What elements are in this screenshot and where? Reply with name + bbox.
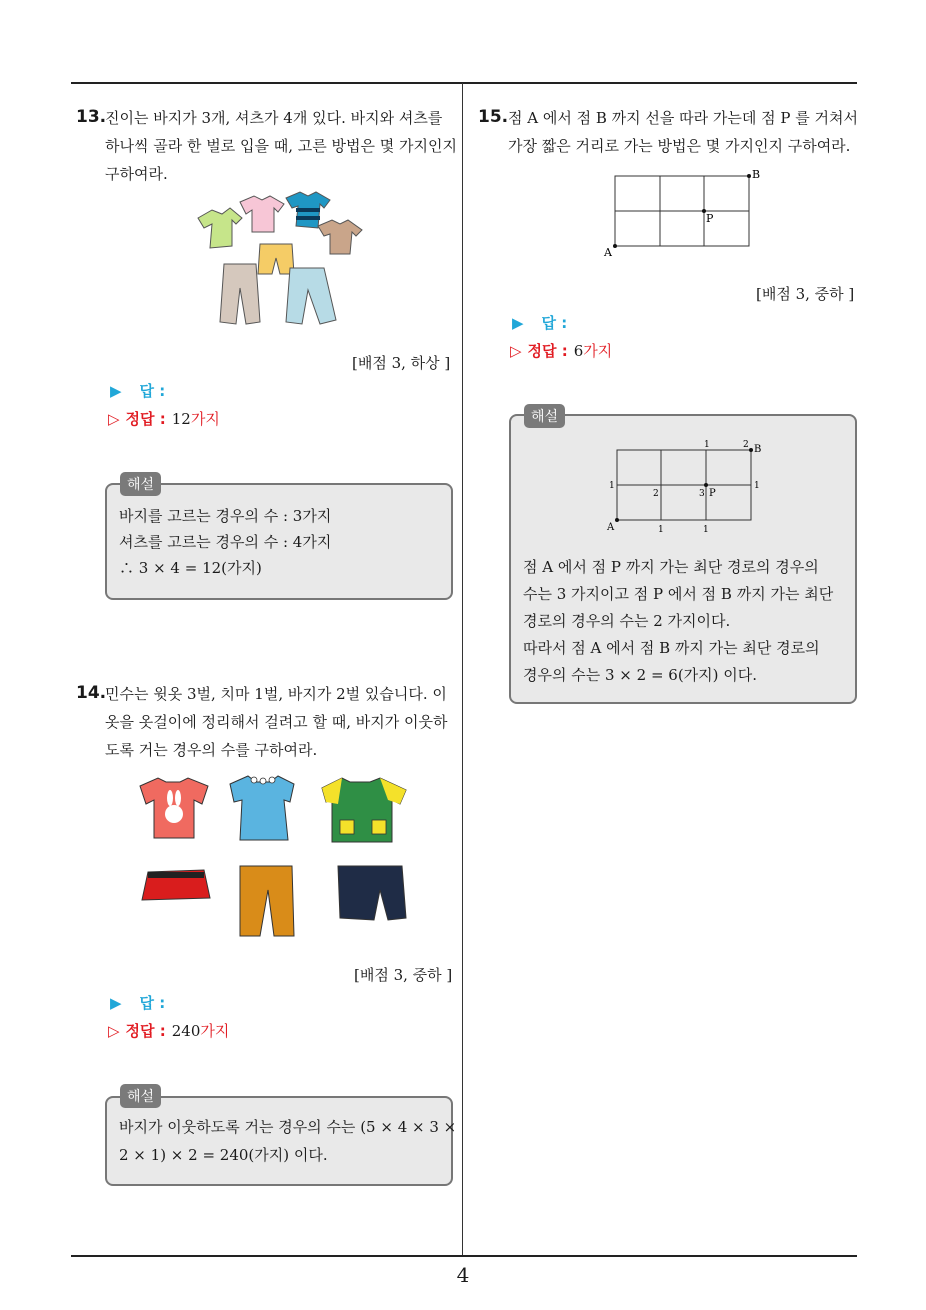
solution-label: 정답 : — [125, 1022, 166, 1040]
solution-value: 240 — [171, 1022, 201, 1040]
path-count: 3 — [699, 489, 705, 499]
answer-row — [110, 380, 165, 401]
grid-diagram — [603, 438, 773, 538]
solution-unit: 가지 — [583, 342, 613, 360]
play-icon: ▶ — [512, 314, 524, 332]
solution-label: 정답 : — [527, 342, 568, 360]
triangle-outline-icon: ▷ — [108, 410, 120, 428]
path-count: 2 — [653, 489, 659, 499]
problem-text — [105, 680, 447, 764]
problem-line: 점 A 에서 점 B 까지 선을 따라 가는데 점 P 를 거쳐서 — [508, 109, 858, 127]
explanation-line: 바지를 고르는 경우의 수 : 3가지 — [119, 507, 332, 525]
problem-number: 13. — [76, 107, 107, 127]
problem-line: 민수는 윗옷 3벌, 치마 1벌, 바지가 2벌 있습니다. 이 — [105, 685, 447, 703]
explanation-line: 경로의 경우의 수는 2 가지이다. — [523, 612, 731, 630]
problem-text — [508, 104, 858, 160]
solution-row — [108, 1020, 229, 1041]
solution-row — [108, 408, 220, 429]
play-icon: ▶ — [110, 382, 122, 400]
play-icon: ▶ — [110, 994, 122, 1012]
explanation-line: 점 A 에서 점 P 까지 가는 최단 경로의 경우의 — [523, 558, 819, 576]
solution-row — [510, 340, 612, 361]
explanation-line: 바지가 이웃하도록 거는 경우의 수는 (5 × 4 × 3 × — [119, 1118, 457, 1136]
explanation-line: 수는 3 가지이고 점 P 에서 점 B 까지 가는 최단 — [523, 585, 834, 603]
problem-line: 구하여라. — [105, 165, 168, 183]
explanation-line: 경우의 수는 3 × 2 = 6(가지) 이다. — [523, 666, 758, 684]
path-count: 1 — [703, 525, 709, 535]
point-p-label: P — [709, 488, 716, 499]
solution-label: 정답 : — [125, 410, 166, 428]
solution-value: 12 — [171, 410, 191, 428]
top-rule — [71, 82, 857, 84]
point-p-label: P — [706, 212, 714, 225]
problem-text — [105, 104, 457, 188]
score-label: [배점 3, 중하 ] — [756, 285, 855, 303]
path-count: 1 — [704, 440, 710, 450]
explanation-line: 따라서 점 A 에서 점 B 까지 가는 최단 경로의 — [523, 639, 820, 657]
point-b-label: B — [754, 444, 762, 455]
point-a-label: A — [604, 246, 612, 259]
score-label: [배점 3, 중하 ] — [354, 966, 453, 984]
solution-unit: 가지 — [200, 1022, 230, 1040]
score-label: [배점 3, 하상 ] — [352, 354, 451, 372]
answer-label: 답 : — [139, 994, 166, 1012]
problem-line: 하나씩 골라 한 벌로 입을 때, 고른 방법은 몇 가지인지 — [105, 137, 457, 155]
answer-label: 답 : — [139, 382, 166, 400]
grid-diagram — [600, 164, 772, 260]
problem-number: 15. — [478, 107, 509, 127]
triangle-outline-icon: ▷ — [510, 342, 522, 360]
path-count: 1 — [609, 481, 615, 491]
solution-value: 6 — [573, 342, 584, 360]
explanation-line: 2 × 1) × 2 = 240(가지) 이다. — [119, 1146, 328, 1164]
explanation-tag: 해설 — [524, 404, 565, 428]
column-divider — [462, 83, 463, 1255]
explanation-tag: 해설 — [120, 472, 161, 496]
explanation-line: ∴ 3 × 4 = 12(가지) — [119, 559, 262, 577]
path-count: 1 — [754, 481, 760, 491]
point-b-label: B — [752, 168, 761, 181]
explanation-tag: 해설 — [120, 1084, 161, 1108]
path-count: 2 — [743, 440, 749, 450]
problem-number: 14. — [76, 683, 107, 703]
explanation-box — [509, 414, 857, 704]
answer-row — [512, 312, 567, 333]
clothes-illustration — [136, 772, 422, 942]
explanation-line: 셔츠를 고르는 경우의 수 : 4가지 — [119, 533, 332, 551]
bottom-rule — [71, 1255, 857, 1257]
explanation-box — [105, 1096, 457, 1186]
answer-row — [110, 992, 165, 1013]
triangle-outline-icon: ▷ — [108, 1022, 120, 1040]
problem-line: 가장 짧은 거리로 가는 방법은 몇 가지인지 구하여라. — [508, 137, 851, 155]
path-count: 1 — [658, 525, 664, 535]
problem-line: 진이는 바지가 3개, 셔츠가 4개 있다. 바지와 셔츠를 — [105, 109, 443, 127]
problem-line: 옷을 옷걸이에 정리해서 걸려고 할 때, 바지가 이웃하 — [105, 713, 448, 731]
answer-label: 답 : — [541, 314, 568, 332]
clothes-illustration — [190, 188, 370, 328]
problem-line: 도록 거는 경우의 수를 구하여라. — [105, 741, 318, 759]
point-a-label: A — [607, 522, 615, 533]
page-number: 4 — [456, 1263, 470, 1287]
explanation-box — [105, 483, 453, 600]
solution-unit: 가지 — [190, 410, 220, 428]
